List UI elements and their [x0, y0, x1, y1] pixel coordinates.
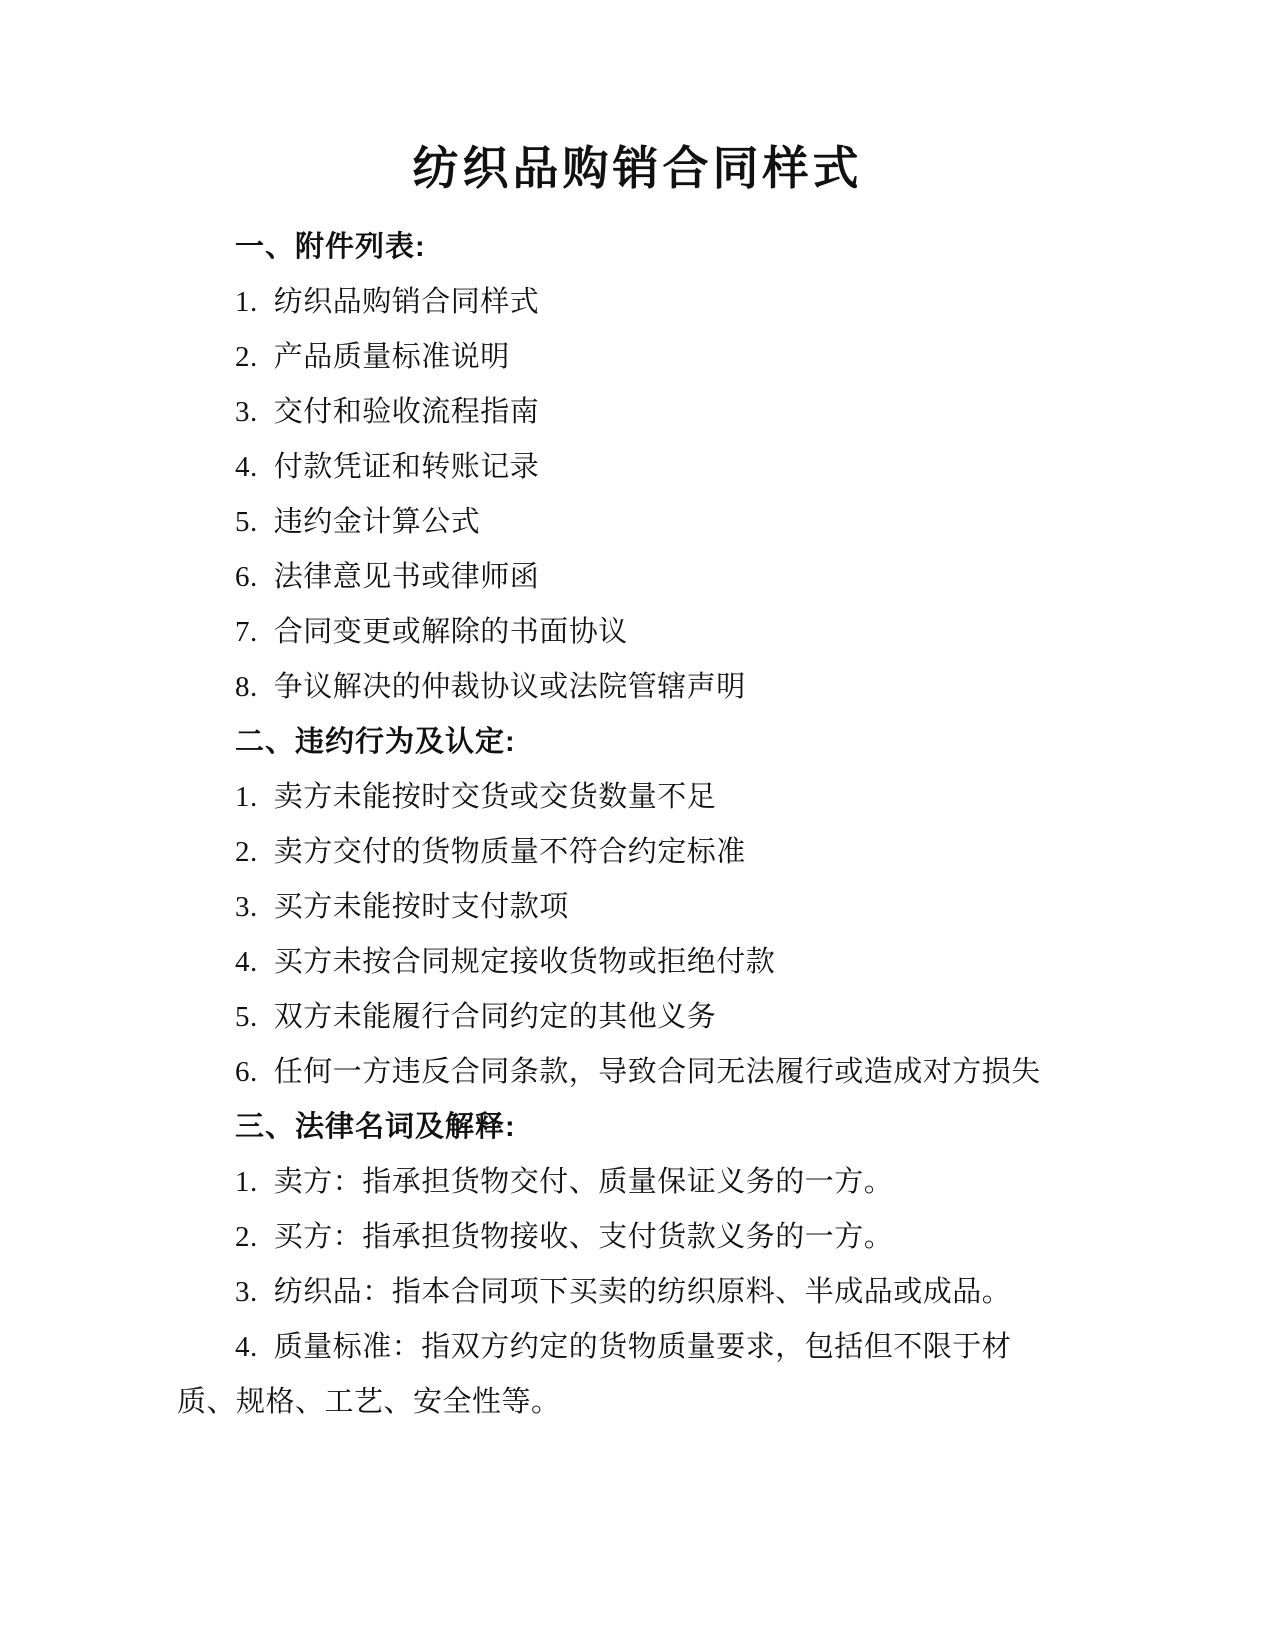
list-item [177, 275, 1067, 330]
item-text: 买方未能按时支付款项 [273, 891, 569, 923]
item-number: 4. [235, 1331, 258, 1363]
item-number: 6. [235, 1056, 258, 1088]
item-number: 3. [235, 396, 258, 428]
section-heading-breach: 二、违约行为及认定: [235, 726, 516, 758]
item-text: 任何一方违反合同条款，导致合同无法履行或造成对方损失 [273, 1056, 1041, 1088]
item-text: 双方未能履行合同约定的其他义务 [273, 1001, 717, 1033]
item-number: 6. [235, 561, 258, 593]
item-text: 违约金计算公式 [273, 506, 481, 538]
item-number: 3. [235, 1276, 258, 1308]
list-item [177, 385, 1067, 440]
item-number: 2. [235, 1221, 258, 1253]
item-text: 买方未按合同规定接收货物或拒绝付款 [273, 946, 776, 978]
item-number: 1. [235, 1166, 258, 1198]
item-text: 买方：指承担货物接收、支付货款义务的一方。 [273, 1221, 894, 1253]
list-item [177, 440, 1067, 495]
section-heading-attachments: 一、附件列表: [235, 231, 426, 263]
list-item [177, 935, 1067, 990]
list-item [177, 660, 1067, 715]
item-number: 7. [235, 616, 258, 648]
list-item [177, 770, 1067, 825]
item-text: 合同变更或解除的书面协议 [273, 616, 628, 648]
list-item [177, 605, 1067, 660]
item-text: 争议解决的仲裁协议或法院管辖声明 [273, 671, 746, 703]
list-item [177, 1045, 1067, 1100]
list-item [177, 330, 1067, 385]
item-text: 付款凭证和转账记录 [273, 451, 540, 483]
item-number: 1. [235, 781, 258, 813]
list-item [177, 990, 1067, 1045]
list-item [177, 880, 1067, 935]
item-text: 法律意见书或律师函 [273, 561, 540, 593]
item-text: 质量标准：指双方约定的货物质量要求，包括但不限于材质、规格、工艺、安全性等。 [177, 1331, 1012, 1418]
list-item [177, 825, 1067, 880]
item-number: 1. [235, 286, 258, 318]
document-title: 纺织品购销合同样式 [412, 143, 863, 194]
list-item [177, 1155, 1067, 1210]
document-body [177, 220, 1098, 1430]
item-text: 卖方：指承担货物交付、质量保证义务的一方。 [273, 1166, 894, 1198]
item-number: 2. [235, 836, 258, 868]
item-text: 卖方交付的货物质量不符合约定标准 [273, 836, 746, 868]
list-item [177, 1320, 1067, 1430]
item-number: 2. [235, 341, 258, 373]
item-number: 5. [235, 1001, 258, 1033]
item-text: 卖方未能按时交货或交货数量不足 [273, 781, 717, 813]
item-text: 纺织品：指本合同项下买卖的纺织原料、半成品或成品。 [273, 1276, 1012, 1308]
list-item [177, 1210, 1067, 1265]
list-item [177, 1265, 1067, 1320]
item-text: 纺织品购销合同样式 [273, 286, 540, 318]
item-number: 4. [235, 946, 258, 978]
item-number: 3. [235, 891, 258, 923]
section-heading-definitions: 三、法律名词及解释: [235, 1111, 516, 1143]
item-number: 8. [235, 671, 258, 703]
list-item [177, 495, 1067, 550]
item-text: 产品质量标准说明 [273, 341, 510, 373]
list-item [177, 550, 1067, 605]
item-number: 5. [235, 506, 258, 538]
item-number: 4. [235, 451, 258, 483]
item-text: 交付和验收流程指南 [273, 396, 540, 428]
